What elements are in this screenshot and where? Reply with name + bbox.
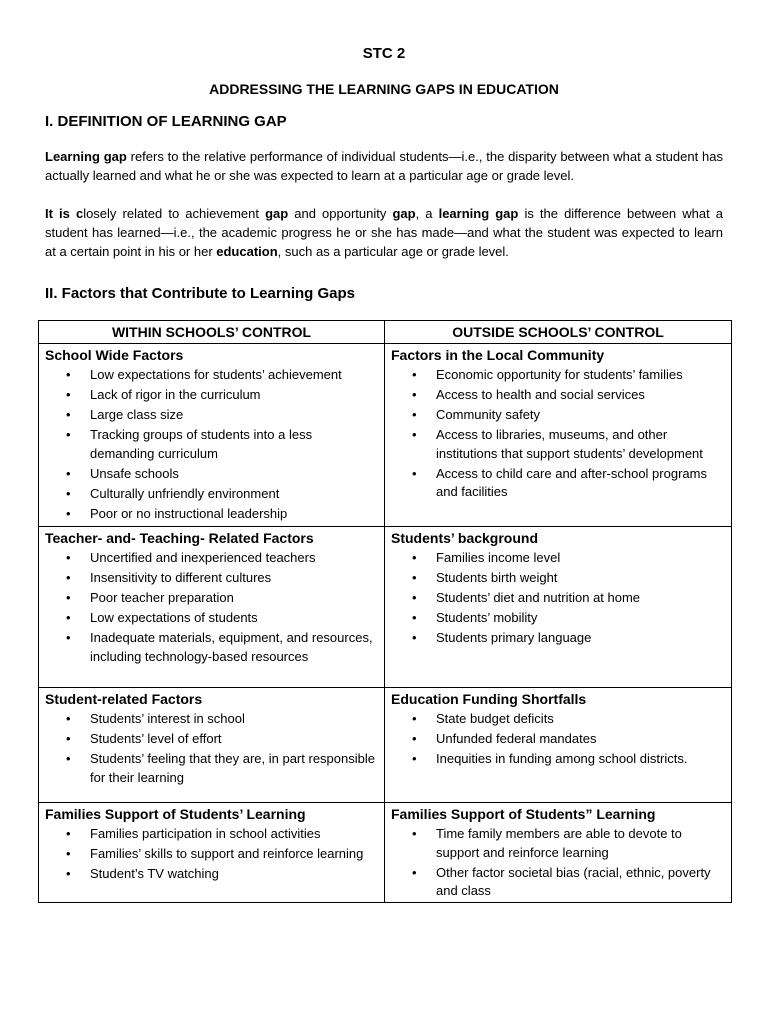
list-item: • Students’ level of effort	[39, 730, 380, 749]
bullet-list	[39, 825, 384, 884]
list-item: • Students birth weight	[385, 569, 727, 588]
list-item: • Large class size	[39, 406, 380, 425]
list-item: • Uncertified and inexperienced teachers	[39, 549, 380, 568]
term-learning-gap: Learning gap	[45, 149, 127, 164]
cell-heading: Families Support of Students” Learning	[391, 806, 656, 822]
list-item: • Access to child care and after-school programs and facilities	[385, 465, 727, 502]
list-item: • Families income level	[385, 549, 727, 568]
list-item: • Families’ skills to support and reinforce learning	[39, 845, 380, 864]
bullet-list	[385, 366, 731, 502]
list-item: • Tracking groups of students into a less demanding curriculum	[39, 426, 380, 463]
list-item: • Unfunded federal mandates	[385, 730, 727, 749]
list-item: • Economic opportunity for students’ families	[385, 366, 727, 385]
list-item: • Poor teacher preparation	[39, 589, 380, 608]
col-header-within: WITHIN SCHOOLS’ CONTROL	[39, 321, 385, 344]
list-item: • Poor or no instructional leadership	[39, 505, 380, 524]
table-cell	[385, 803, 732, 903]
bullet-list	[385, 710, 731, 769]
table-cell	[385, 527, 732, 688]
table-cell	[39, 344, 385, 527]
cell-heading: Teacher- and- Teaching- Related Factors	[45, 530, 314, 546]
cell-heading: Education Funding Shortfalls	[391, 691, 587, 707]
document-title: ADDRESSING THE LEARNING GAPS IN EDUCATION	[209, 81, 559, 97]
p2-segment: education	[216, 244, 278, 259]
list-item: • Students’ diet and nutrition at home	[385, 589, 727, 608]
bullet-list	[39, 710, 384, 787]
cell-heading: School Wide Factors	[45, 347, 184, 363]
table-header-row	[39, 321, 732, 344]
list-item: • Inadequate materials, equipment, and resources, including technology-based resources	[39, 629, 380, 666]
cell-heading: Families Support of Students’ Learning	[45, 806, 306, 822]
list-item: • Students primary language	[385, 629, 727, 648]
list-item: • Student’s TV watching	[39, 865, 380, 884]
list-item: • Community safety	[385, 406, 727, 425]
bullet-list	[385, 825, 731, 901]
section-2-heading: II. Factors that Contribute to Learning Gaps	[45, 285, 356, 302]
table-cell	[385, 344, 732, 527]
p2-segment: It is c	[45, 206, 84, 221]
table-row	[39, 344, 732, 527]
relation-paragraph	[45, 204, 723, 261]
bullet-list	[39, 366, 384, 523]
p2-segment: is the difference between what a student has learned—i.e., the academic progress he or she has made—and what the student was expected to learn at a certain point in his or her	[45, 206, 724, 259]
list-item: • Other factor societal bias (racial, ethnic, poverty and class	[385, 864, 727, 901]
list-item: • Unsafe schools	[39, 465, 380, 484]
list-item: • Students’ interest in school	[39, 710, 380, 729]
p2-segment: , such as a particular age or grade level.	[277, 244, 509, 259]
definition-text: refers to the relative performance of individual students—i.e., the disparity between what a student has actually learned and what he or she was expected to learn at a particular age or grade level.	[45, 149, 723, 183]
p2-segment: , a	[415, 206, 439, 221]
cell-heading: Factors in the Local Community	[391, 347, 605, 363]
section-1-heading: I. DEFINITION OF LEARNING GAP	[45, 113, 287, 130]
p2-segment: learning gap	[438, 206, 519, 221]
definition-paragraph	[45, 147, 723, 185]
table-cell	[385, 688, 732, 803]
list-item: • Lack of rigor in the curriculum	[39, 386, 380, 405]
list-item: • Low expectations for students’ achievement	[39, 366, 380, 385]
list-item: • Students’ feeling that they are, in part responsible for their learning	[39, 750, 380, 787]
list-item: • Low expectations of students	[39, 609, 380, 628]
cell-heading: Student-related Factors	[45, 691, 203, 707]
cell-heading: Students’ background	[391, 530, 539, 546]
list-item: • Access to libraries, museums, and other institutions that support students’ development	[385, 426, 727, 463]
list-item: • Time family members are able to devote to support and reinforce learning	[385, 825, 727, 862]
col-header-outside: OUTSIDE SCHOOLS’ CONTROL	[385, 321, 732, 344]
p2-segment: and opportunity	[288, 206, 393, 221]
list-item: • Insensitivity to different cultures	[39, 569, 380, 588]
list-item: • Students’ mobility	[385, 609, 727, 628]
factors-table	[38, 320, 732, 903]
p2-segment: losely related to achievement	[83, 206, 266, 221]
p2-segment: gap	[265, 206, 289, 221]
p2-segment: gap	[392, 206, 416, 221]
list-item: • Culturally unfriendly environment	[39, 485, 380, 504]
table-row	[39, 527, 732, 688]
document-code: STC 2	[362, 45, 406, 62]
table-cell	[39, 803, 385, 903]
table-cell	[39, 688, 385, 803]
list-item: • Inequities in funding among school districts.	[385, 750, 727, 769]
table-row	[39, 803, 732, 903]
list-item: • State budget deficits	[385, 710, 727, 729]
bullet-list	[39, 549, 384, 666]
table-cell	[39, 527, 385, 688]
bullet-list	[385, 549, 731, 648]
list-item: • Families participation in school activities	[39, 825, 380, 844]
list-item: • Access to health and social services	[385, 386, 727, 405]
table-row	[39, 688, 732, 803]
